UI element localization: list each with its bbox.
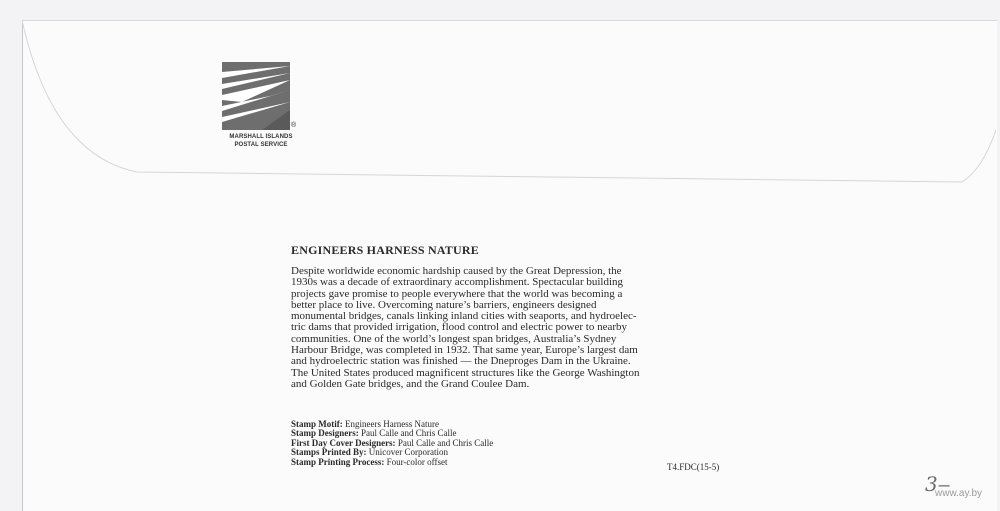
credit-label: Stamp Printing Process: — [291, 456, 385, 467]
article-body — [291, 266, 737, 390]
postal-logo-emblem — [222, 62, 290, 130]
site-watermark: www.ay.by — [935, 488, 983, 499]
logo-line-2: POSTAL SERVICE — [234, 142, 288, 148]
body-line: monumental bridges, canals linking inland cities with seaports, and hydroelec- — [291, 310, 637, 323]
credit-value: Unicover Corporation — [368, 447, 448, 458]
credit-value: Paul Calle and Chris Calle — [361, 428, 457, 439]
credit-label: First Day Cover Designers: — [291, 437, 396, 448]
body-line: projects gave promise to people everywhere that the world was becoming a — [291, 287, 623, 300]
body-line: communities. One of the world’s longest span bridges, Australia’s Sydney — [291, 332, 617, 345]
logo-line-1: MARSHALL ISLANDS — [229, 134, 293, 140]
credit-printing-process — [291, 458, 711, 467]
body-line: and hydroelectric station was finished — the Dneproges Dam in the Ukraine. — [291, 355, 631, 368]
body-line: Harbour Bridge, was completed in 1932. That same year, Europe’s largest dam — [291, 344, 638, 357]
credit-label: Stamp Motif: — [291, 419, 343, 429]
registered-mark: ® — [291, 122, 297, 129]
postal-service-name — [211, 133, 311, 149]
body-line: Despite worldwide economic hardship caused by the Great Depression, the — [291, 265, 622, 277]
credit-value: Four-color offset — [386, 456, 448, 467]
article-title: ENGINEERS HARNESS NATURE — [291, 243, 479, 257]
postal-service-logo — [222, 62, 290, 130]
credit-value: Engineers Harness Nature — [345, 419, 439, 429]
handwritten-note: 3‒ — [925, 472, 951, 496]
stamp-credits — [291, 420, 711, 467]
body-line: 1930s was a decade of extraordinary accomplishment. Spectacular building — [291, 276, 624, 289]
body-line: and Golden Gate bridges, and the Grand Coulee Dam. — [291, 377, 530, 390]
product-code: T4.FDC(15-5) — [667, 462, 720, 472]
body-line: The United States produced magnificent structures like the George Washington — [291, 366, 640, 379]
credit-value: Paul Calle and Chris Calle — [397, 437, 494, 448]
credit-label: Stamps Printed By: — [291, 447, 367, 458]
credit-label: Stamp Designers: — [291, 428, 359, 439]
body-line: better place to live. Overcoming nature’s barriers, engineers designed — [291, 298, 597, 311]
body-line: tric dams that provided irrigation, flood control and electric power to nearby — [291, 321, 627, 334]
envelope-flap-outline — [22, 20, 996, 200]
